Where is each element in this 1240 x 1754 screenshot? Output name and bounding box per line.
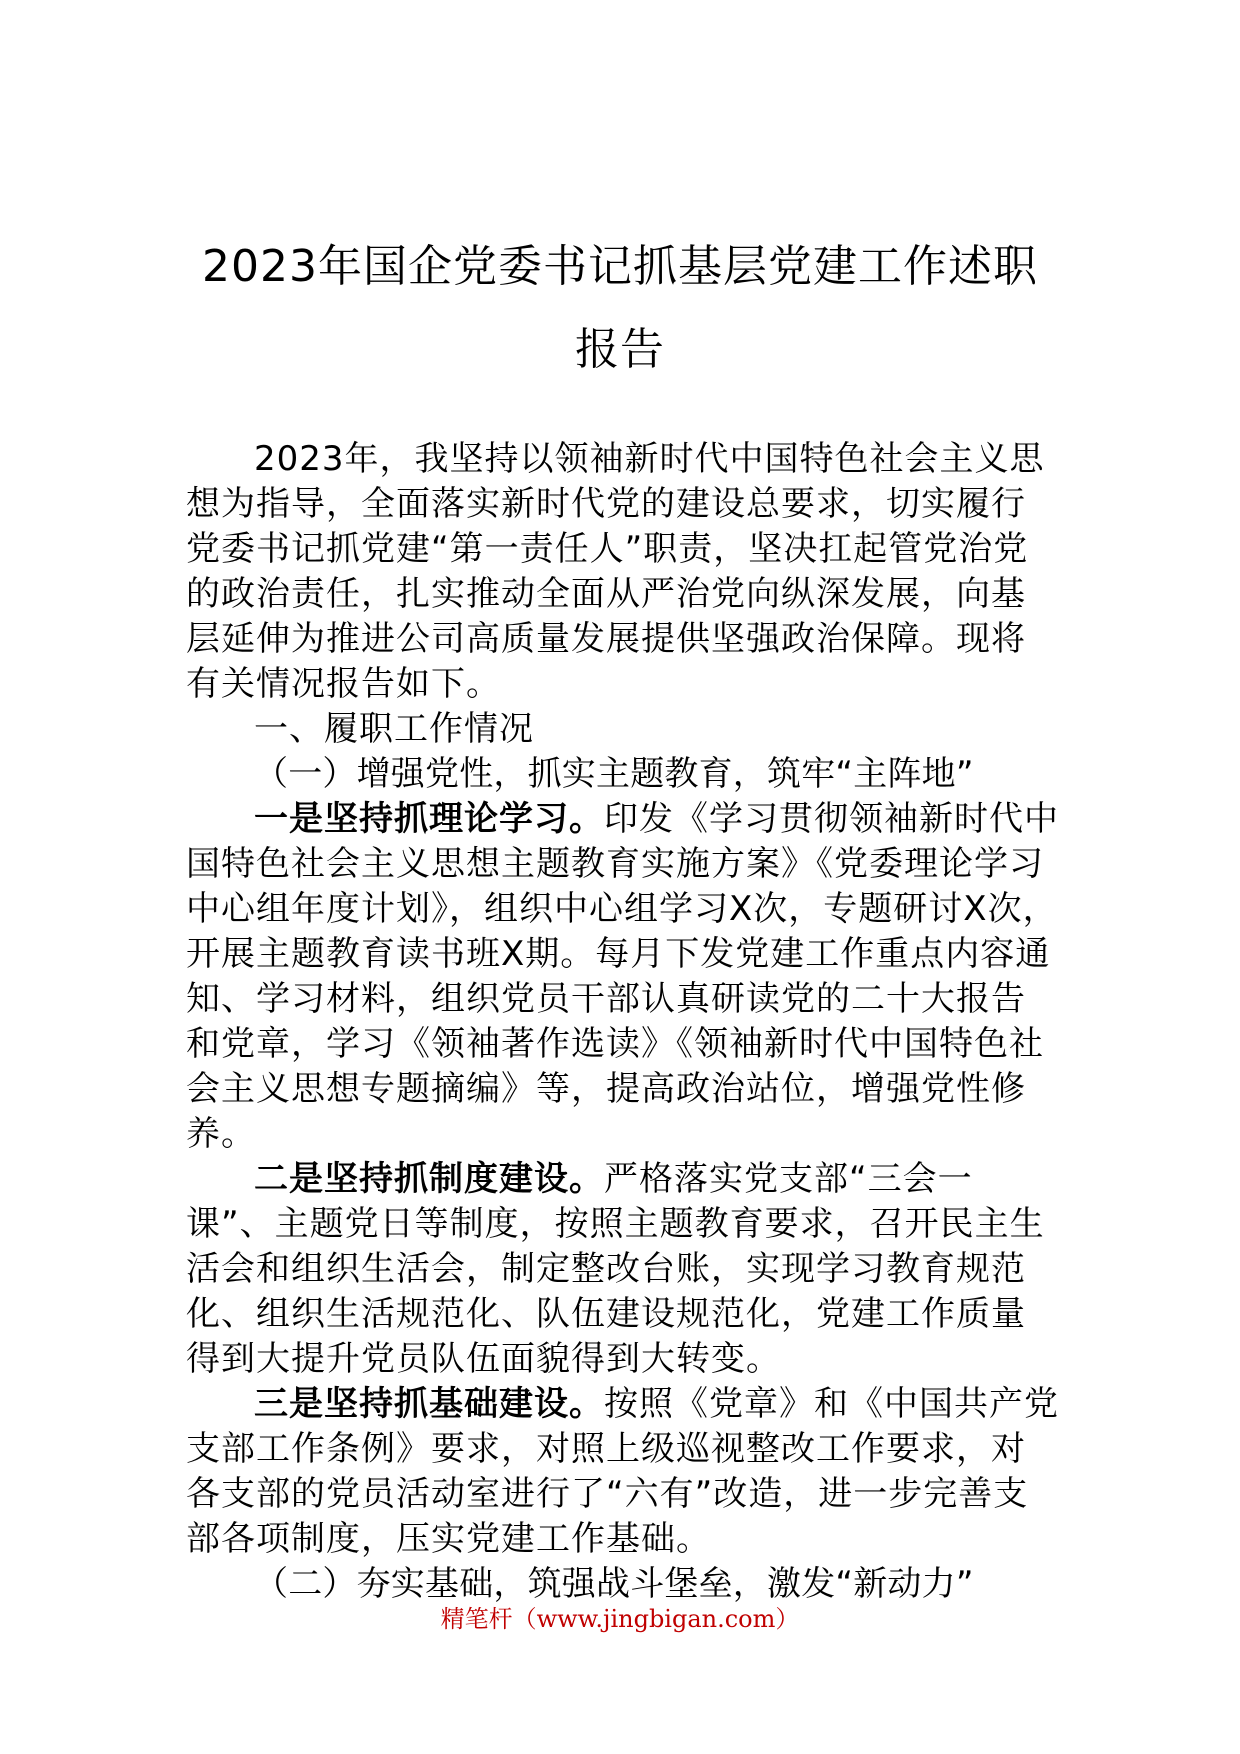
paragraph-text-theory-study: 印发《学习贯彻领袖新时代中国特色社会主义思想主题教育实施方案》《党委理论学习中心组年度计划》，组织中心组学习X次，专题研讨X次，开展主题教育读书班X期。每月下发党建工作重点内容通知、学习材料，组织党员干部认真研读党的二十大报告和党章，学习《领袖著作选读》《领袖新时代中国特色社会主义思想专题摘编》等，提高政治站位，增强党性修养。 <box>186 799 1059 1154</box>
section-heading-1: 一、履职工作情况 <box>254 709 534 749</box>
paragraph-lead-theory-study: 一是坚持抓理论学习。 <box>254 799 604 839</box>
paragraph-text-system-building: 严格落实党支部“三会一课”、主题党日等制度，按照主题教育要求，召开民主生活会和组织生活会，制定整改台账，实现学习教育规范化、组织生活规范化、队伍建设规范化，党建工作质量得到大提升党员队伍面貌得到大转变。 <box>186 1159 1045 1379</box>
paragraph-lead-foundation-building: 三是坚持抓基础建设。 <box>254 1384 604 1424</box>
paragraph-foundation-building <box>186 1382 1060 1562</box>
watermark-footer: 精笔杆（www.jingbigan.com） <box>440 1605 800 1633</box>
document-body <box>186 437 1060 1607</box>
subsection-heading-1: （一）增强党性，抓实主题教育，筑牢“主阵地” <box>254 754 974 794</box>
paragraph-theory-study <box>186 797 1060 1157</box>
paragraph-system-building <box>186 1157 1060 1382</box>
paragraph-lead-system-building: 二是坚持抓制度建设。 <box>254 1159 604 1199</box>
intro-paragraph: 2023年，我坚持以领袖新时代中国特色社会主义思想为指导，全面落实新时代党的建设总要求，切实履行党委书记抓党建“第一责任人”职责，坚决扛起管党治党的政治责任，扎实推动全面从严治党向纵深发展，向基层延伸为推进公司高质量发展提供坚强政治保障。现将有关情况报告如下。 <box>186 439 1045 704</box>
document-title-line-2: 报告 <box>575 324 665 375</box>
subsection-heading-2: （二）夯实基础，筑强战斗堡垒，激发“新动力” <box>254 1564 974 1604</box>
paragraph-text-foundation-building: 按照《党章》和《中国共产党支部工作条例》要求，对照上级巡视整改工作要求，对各支部的党员活动室进行了“六有”改造，进一步完善支部各项制度，压实党建工作基础。 <box>186 1384 1059 1559</box>
document-title-line-1: 2023年国企党委书记抓基层党建工作述职 <box>202 241 1038 292</box>
